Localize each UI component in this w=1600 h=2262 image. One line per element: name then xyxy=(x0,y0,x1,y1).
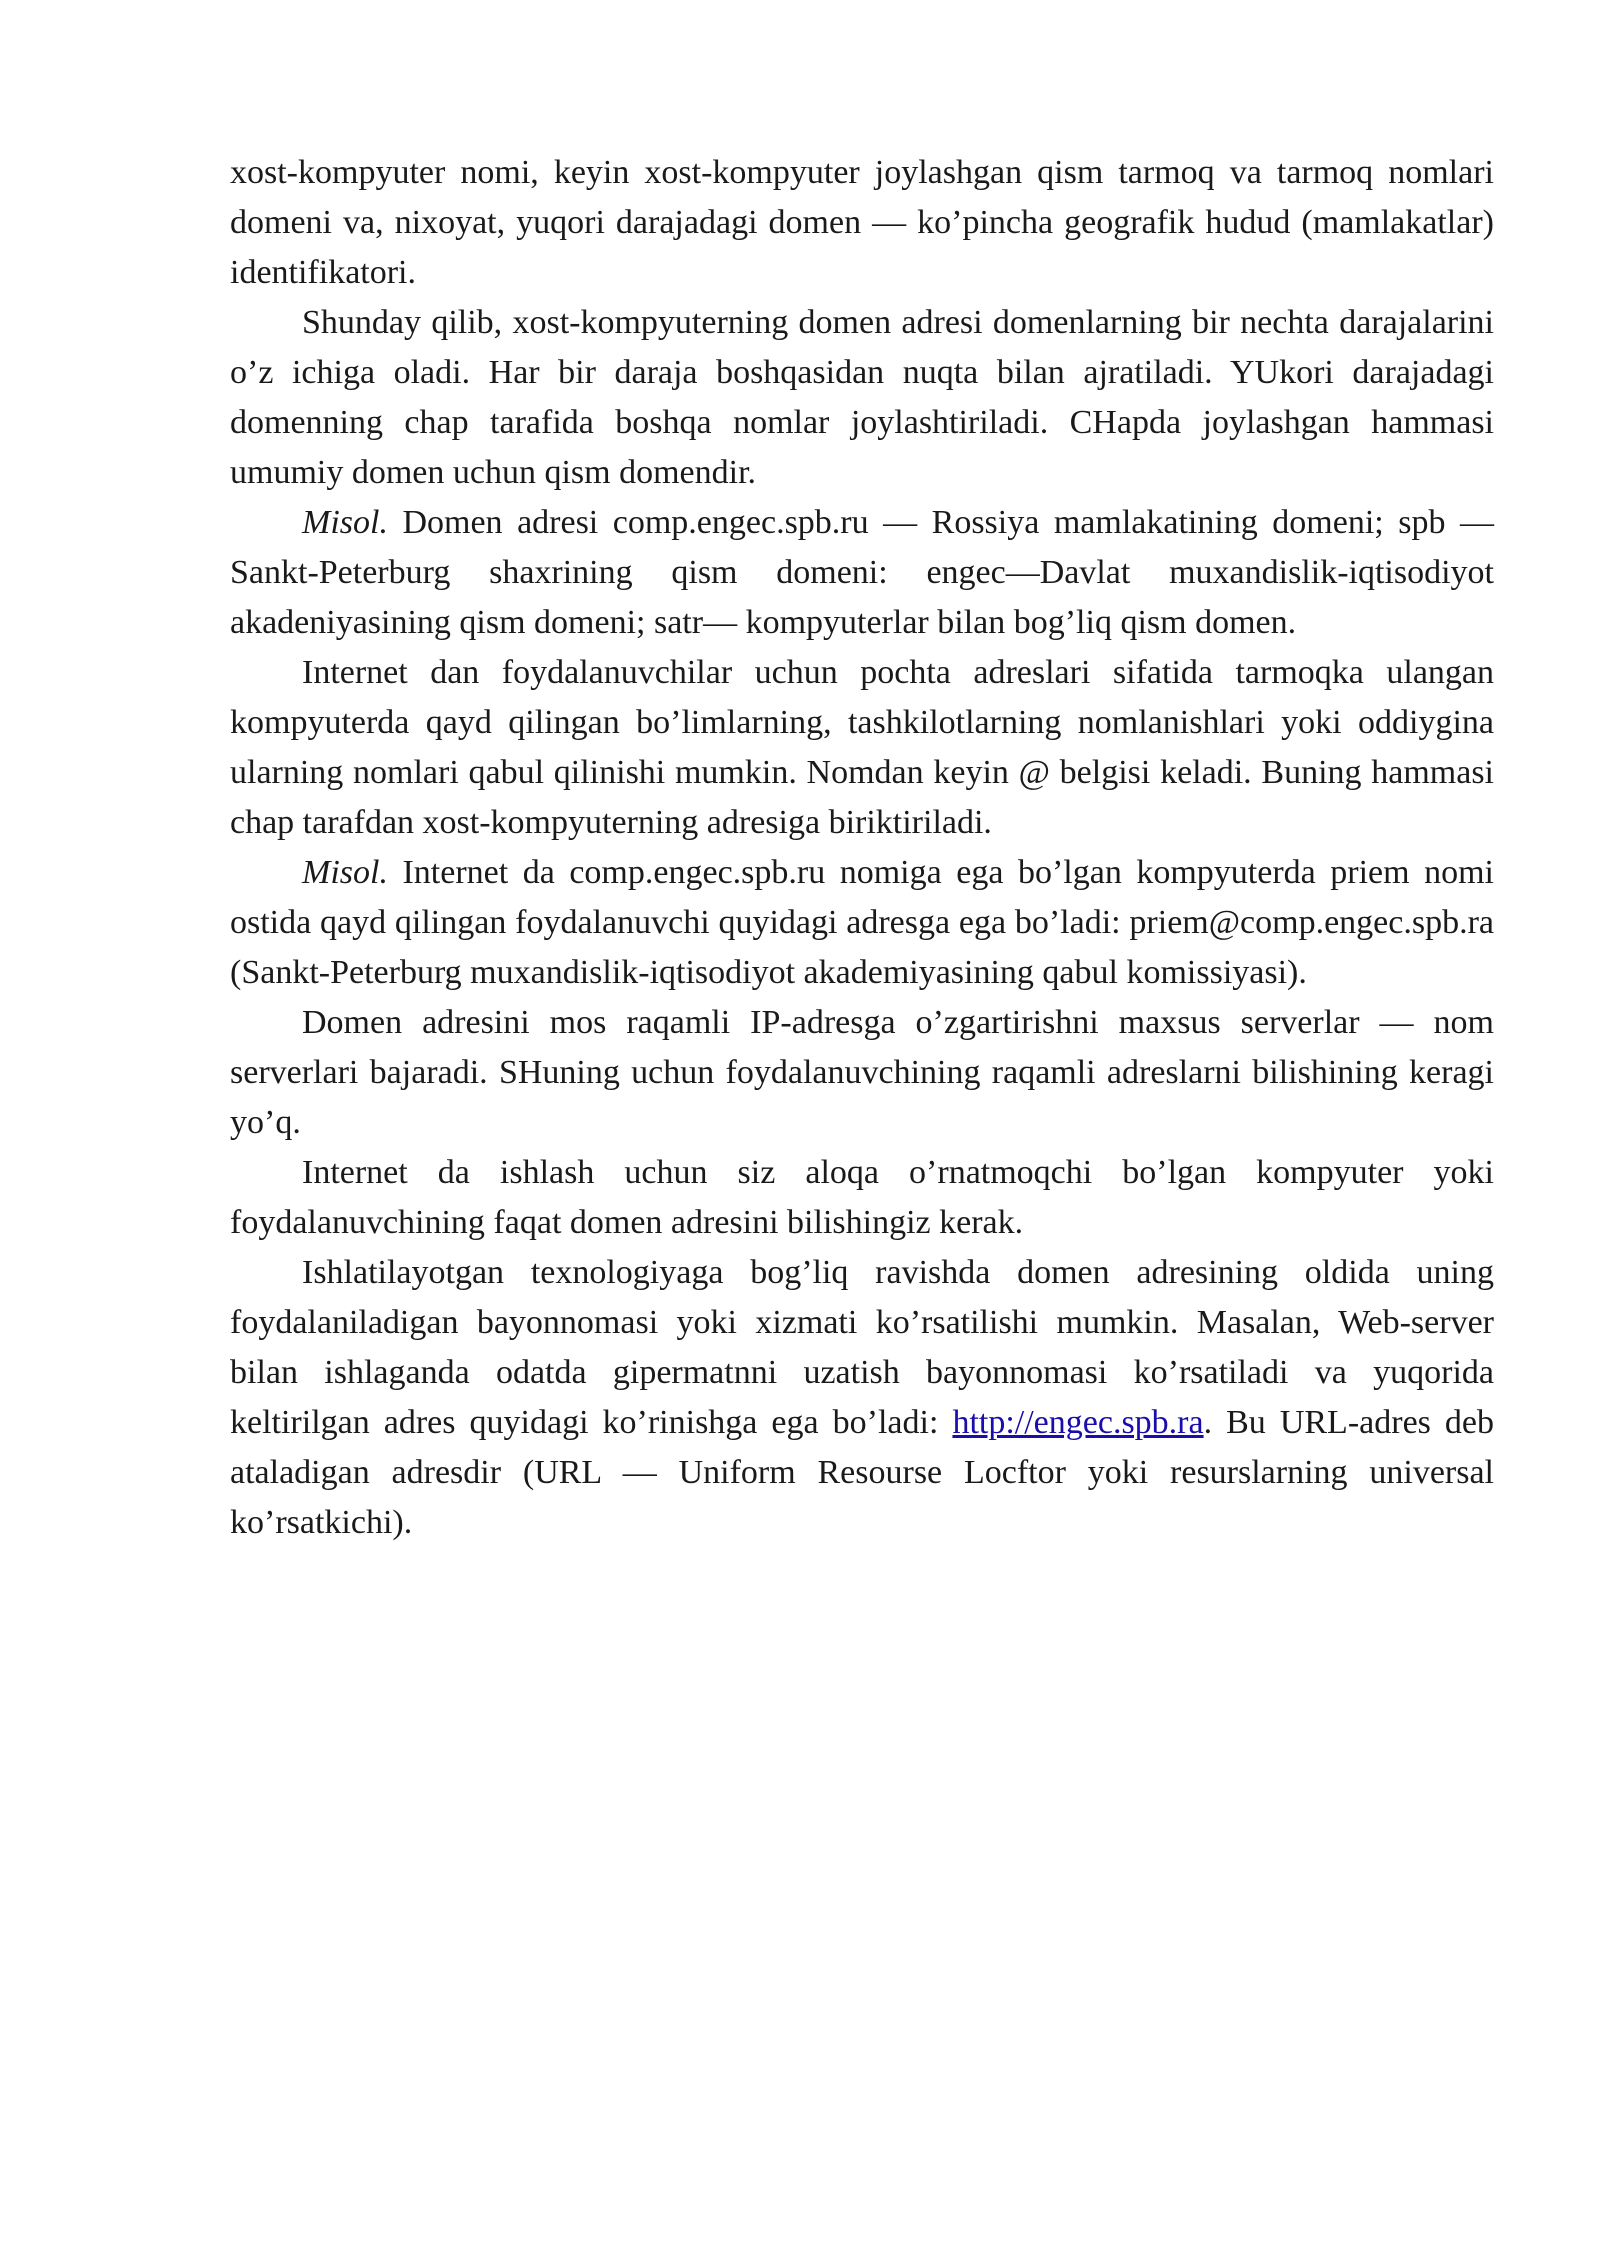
paragraph-8 xyxy=(230,1248,1494,1548)
document-page xyxy=(230,148,1494,1548)
paragraph-7 xyxy=(230,1148,1494,1248)
paragraph-6-text: Domen adresini mos raqamli IP-adresga o’zgartirishni maxsus serverlar — nom serverlari bajaradi. SHuning uchun foydalanuvchining raqamli adreslarni bilishining keragi yo’q. xyxy=(230,1004,1494,1141)
paragraph-2 xyxy=(230,298,1494,498)
url-link[interactable]: http://engec.spb.ra xyxy=(952,1404,1204,1441)
paragraph-1-text: xost-kompyuter nomi, keyin xost-kompyuter joylashgan qism tarmoq va tarmoq nomlari domeni va, nixoyat, yuqori darajadagi domen — ko’pincha geografik hudud (mamlakatlar) identifikatori. xyxy=(230,154,1494,291)
example-label: Misol. xyxy=(302,854,388,891)
paragraph-2-text: Shunday qilib, xost-kompyuterning domen adresi domenlarning bir nechta darajalarini o’z ichiga oladi. Har bir daraja boshqasidan nuqta bilan ajratiladi. YUkori darajadagi domenning chap tarafida boshqa nomlar joylashtiriladi. CHapda joylashgan hammasi umumiy domen uchun qism domendir. xyxy=(230,304,1494,491)
paragraph-8-text-after: . Bu URL-adres deb ataladigan adresdir (URL — Uniform Resourse Locftor yoki resurslarning universal ko’rsatkichi). xyxy=(230,1404,1495,1541)
paragraph-5-text: Internet da comp.engec.spb.ru nomiga ega bo’lgan kompyuterda priem nomi ostida qayd qilingan foydalanuvchi quyidagi adresga ega bo’ladi: priem@comp.engec.spb.ra (Sankt-Peterburg muxandislik-iqtisodiyot akademiyasining qabul komissiyasi). xyxy=(230,854,1494,991)
paragraph-4-text: Internet dan foydalanuvchilar uchun pochta adreslari sifatida tarmoqka ulangan kompyuterda qayd qilingan bo’limlarning, tashkilotlarning nomlanishlari yoki oddiygina ularning nomlari qabul qilinishi mumkin. Nomdan keyin @ belgisi keladi. Buning hammasi chap tarafdan xost-kompyuterning adresiga biriktiriladi. xyxy=(230,654,1494,841)
paragraph-7-text: Internet da ishlash uchun siz aloqa o’rnatmoqchi bo’lgan kompyuter yoki foydalanuvchining faqat domen adresini bilishingiz kerak. xyxy=(230,1154,1494,1241)
paragraph-4 xyxy=(230,648,1494,848)
paragraph-6 xyxy=(230,998,1494,1148)
paragraph-3 xyxy=(230,498,1494,648)
paragraph-3-text: Domen adresi comp.engec.spb.ru — Rossiya mamlakatining domeni; spb — Sankt-Peterburg shaxrining qism domeni: engec—Davlat muxandislik-iqtisodiyot akadeniyasining qism domeni; satr— kompyuterlar bilan bog’liq qism domen. xyxy=(230,504,1494,641)
example-label: Misol. xyxy=(302,504,388,541)
paragraph-5 xyxy=(230,848,1494,998)
paragraph-1 xyxy=(230,148,1494,298)
paragraph-8-text-before: Ishlatilayotgan texnologiyaga bog’liq ravishda domen adresining oldida uning foydalaniladigan bayonnomasi yoki xizmati ko’rsatilishi mumkin. Masalan, Web-server bilan ishlaganda odatda gipermatnni uzatish bayonnomasi ko’rsatiladi va yuqorida keltirilgan adres quyidagi ko’rinishga ega bo’ladi: xyxy=(230,1254,1494,1441)
